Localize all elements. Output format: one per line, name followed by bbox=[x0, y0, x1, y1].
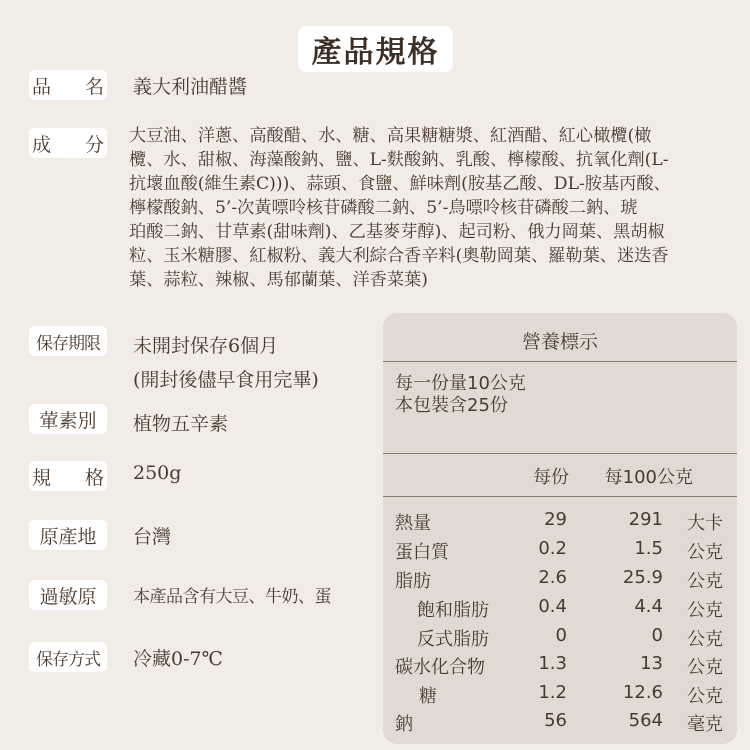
nutrient-unit: 大卡 bbox=[687, 513, 723, 534]
nutrient-unit: 毫克 bbox=[687, 714, 723, 735]
servings-per-package: 本包裝含25份 bbox=[395, 395, 508, 416]
serving-size: 每一份量10公克 bbox=[395, 373, 526, 394]
ingredients-line: 欖、水、甜椒、海藻酸鈉、鹽、L-麩酸鈉、乳酸、檸檬酸、抗氧化劑(L- bbox=[129, 150, 669, 170]
value-allergen: 本產品含有大豆、牛奶、蛋 bbox=[133, 587, 331, 607]
value-storage-period-unopened: 未開封保存6個月 bbox=[133, 335, 279, 357]
nutrient-per-100g: 564 bbox=[628, 710, 663, 731]
value-storage-method: 冷藏0-7℃ bbox=[133, 648, 223, 670]
nutrient-unit: 公克 bbox=[687, 600, 723, 621]
nutrient-row bbox=[383, 682, 737, 711]
nutrient-name: 熱量 bbox=[395, 513, 431, 534]
serving-info bbox=[395, 373, 526, 417]
divider bbox=[383, 361, 737, 362]
nutrient-unit: 公克 bbox=[687, 542, 723, 563]
nutrient-row bbox=[383, 509, 737, 538]
nutrient-name: 碳水化合物 bbox=[395, 657, 485, 678]
label-origin: 原產地 bbox=[29, 520, 107, 550]
nutrient-name: 蛋白質 bbox=[395, 542, 449, 563]
header-per-serving: 每份 bbox=[533, 467, 569, 488]
nutrient-name: 鈉 bbox=[395, 714, 413, 735]
label-product-name: 品 名 bbox=[29, 70, 107, 100]
nutrient-per-100g: 12.6 bbox=[622, 682, 663, 703]
page-title: 產品規格 bbox=[298, 26, 453, 72]
nutrient-per-serving: 2.6 bbox=[538, 567, 567, 588]
ingredients-line: 粒、玉米糖膠、紅椒粉、義大利綜合香辛料(奧勒岡葉、羅勒葉、迷迭香 bbox=[129, 246, 669, 266]
nutrient-name: 反式脂肪 bbox=[417, 629, 489, 650]
nutrient-per-100g: 291 bbox=[628, 509, 663, 530]
label-storage-method: 保存方式 bbox=[29, 642, 107, 672]
value-product-name: 義大利油醋醬 bbox=[133, 76, 248, 98]
nutrient-per-serving: 0 bbox=[555, 625, 567, 646]
nutrient-name: 脂肪 bbox=[395, 571, 431, 592]
nutrient-per-100g: 4.4 bbox=[634, 596, 663, 617]
nutrient-per-serving: 1.2 bbox=[538, 682, 567, 703]
nutrient-row bbox=[383, 625, 737, 654]
ingredients-text bbox=[129, 124, 729, 292]
nutrient-unit: 公克 bbox=[687, 657, 723, 678]
label-storage-period: 保存期限 bbox=[29, 326, 107, 356]
nutrient-row bbox=[383, 596, 737, 625]
label-allergen: 過敏原 bbox=[29, 580, 107, 610]
nutrition-title: 營養標示 bbox=[521, 331, 598, 353]
nutrient-per-serving: 29 bbox=[544, 509, 567, 530]
value-diet: 植物五辛素 bbox=[133, 413, 229, 435]
nutrient-unit: 公克 bbox=[687, 686, 723, 707]
nutrient-unit: 公克 bbox=[687, 571, 723, 592]
label-diet: 葷素別 bbox=[29, 404, 107, 434]
nutrient-name: 糖 bbox=[419, 686, 437, 707]
value-storage-period-opened: (開封後儘早食用完畢) bbox=[133, 369, 319, 391]
ingredients-line: 大豆油、洋蔥、高酸醋、水、糖、高果糖糖漿、紅酒醋、紅心橄欖(橄 bbox=[129, 126, 652, 146]
nutrient-per-100g: 1.5 bbox=[634, 538, 663, 559]
nutrient-row bbox=[383, 653, 737, 682]
label-spec: 規 格 bbox=[29, 461, 107, 491]
value-spec: 250g bbox=[133, 462, 182, 484]
nutrient-per-serving: 1.3 bbox=[538, 653, 567, 674]
nutrient-per-serving: 0.2 bbox=[538, 538, 567, 559]
nutrient-per-serving: 56 bbox=[544, 710, 567, 731]
nutrient-per-100g: 25.9 bbox=[622, 567, 663, 588]
value-origin: 台灣 bbox=[133, 526, 172, 548]
divider bbox=[383, 496, 737, 497]
ingredients-line: 珀酸二鈉、甘草素(甜味劑)、乙基麥芽醇)、起司粉、俄力岡葉、黑胡椒 bbox=[129, 222, 665, 242]
header-per-100g: 每100公克 bbox=[604, 467, 693, 488]
label-ingredients: 成 分 bbox=[29, 128, 107, 158]
divider bbox=[383, 453, 737, 454]
nutrient-row bbox=[383, 538, 737, 567]
nutrient-per-100g: 0 bbox=[651, 625, 663, 646]
ingredients-line: 葉、蒜粒、辣椒、馬郁蘭葉、洋香菜葉) bbox=[129, 270, 428, 290]
nutrient-per-serving: 0.4 bbox=[538, 596, 567, 617]
nutrient-unit: 公克 bbox=[687, 629, 723, 650]
nutrient-row bbox=[383, 710, 737, 739]
nutrient-per-100g: 13 bbox=[640, 653, 663, 674]
nutrient-row bbox=[383, 567, 737, 596]
nutrient-name: 飽和脂肪 bbox=[417, 600, 489, 621]
ingredients-line: 抗壞血酸(維生素C)))、蒜頭、食鹽、鮮味劑(胺基乙酸、DL-胺基丙酸、 bbox=[129, 174, 671, 194]
nutrition-panel bbox=[383, 313, 737, 744]
ingredients-line: 檸檬酸鈉、5’-次黃嘌呤核苷磷酸二鈉、5’-鳥嘌呤核苷磷酸二鈉、琥 bbox=[129, 198, 638, 218]
